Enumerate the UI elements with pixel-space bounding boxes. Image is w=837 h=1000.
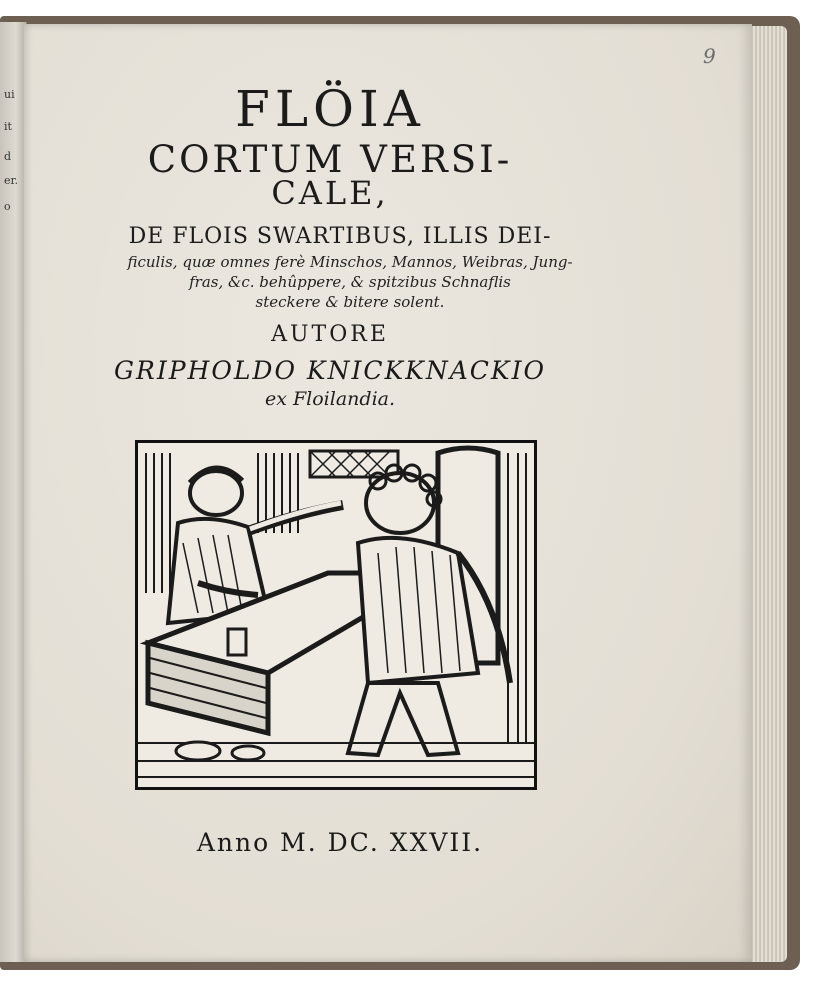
- subtitle-line-2: fras, &c. behûppere, & spitzibus Schnaflis: [189, 273, 511, 291]
- left-page-fragment: d: [4, 150, 12, 163]
- woodcut-scene-icon: [135, 440, 537, 790]
- left-page-fragment: o: [4, 200, 11, 213]
- left-page-fragment: er.: [4, 174, 19, 187]
- title-line-4: DE FLOIS SWARTIBUS, ILLIS DEI-: [128, 224, 552, 249]
- left-page-fragment: ui: [4, 88, 15, 101]
- folio-number: 9: [703, 44, 716, 68]
- subtitle-line-1: ficulis, quæ omnes ferè Minschos, Mannos, Weibras, Jung-: [127, 253, 573, 271]
- author-name: GRIPHOLDO KNICKKNACKIO: [114, 356, 546, 385]
- title-line-1: FLÖIA: [235, 80, 425, 138]
- author-origin: ex Floilandia.: [264, 388, 396, 410]
- left-page-fragment: it: [4, 120, 12, 133]
- title-line-3: CALE,: [271, 174, 389, 212]
- title-line-2: CORTUM VERSI-: [147, 138, 513, 181]
- imprint-date: Anno M. DC. XXVII.: [196, 828, 484, 857]
- subtitle-line-3: steckere & bitere solent.: [255, 293, 445, 311]
- autore-label: AUTORE: [271, 322, 389, 347]
